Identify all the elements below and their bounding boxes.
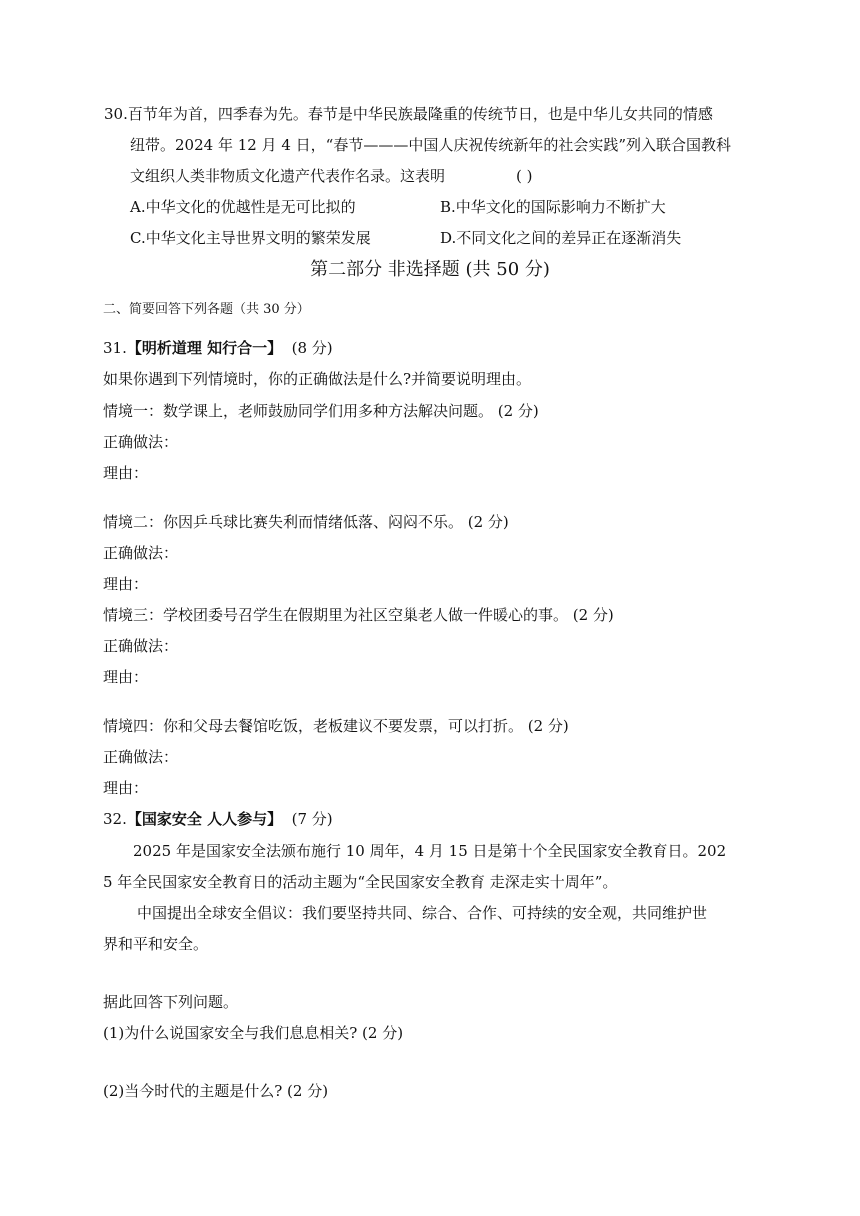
- q32-paragraph-2-line-1: 中国提出全球安全倡议：我们要坚持共同、综合、合作、可持续的安全观，共同维护世: [137, 904, 708, 922]
- q32-number: 32.: [103, 810, 127, 828]
- q31-title: 【明析道理 知行合一】: [126, 339, 283, 357]
- method-label-3: 正确做法：: [103, 637, 179, 655]
- q30-line-1: 30.百节年为首，四季春为先。春节是中华民族最隆重的传统节日，也是中华儿女共同的情感: [104, 105, 713, 123]
- part2-title: 第二部分 非选择题 (共 50 分): [310, 259, 550, 280]
- q30-line-3: 文组织人类非物质文化遗产代表作名录。这表明: [130, 167, 446, 185]
- q32-sub-question-1: (1)为什么说国家安全与我们息息相关? (2 分): [103, 1024, 404, 1042]
- reason-label-4: 理由：: [103, 779, 149, 797]
- q32-paragraph-2-line-2: 界和平和安全。: [103, 935, 209, 953]
- option-c: C.中华文化主导世界文明的繁荣发展: [130, 229, 371, 247]
- q31-number: 31.: [103, 339, 127, 357]
- section2-heading: 二、简要回答下列各题（共 30 分）: [103, 302, 310, 317]
- option-b: B.中华文化的国际影响力不断扩大: [440, 198, 666, 216]
- answer-bracket: ( ): [516, 167, 533, 185]
- q32-title: 【国家安全 人人参与】: [126, 810, 283, 828]
- option-a: A.中华文化的优越性是无可比拟的: [130, 198, 356, 216]
- q32-score: (7 分): [291, 810, 333, 828]
- method-label-4: 正确做法：: [103, 748, 179, 766]
- q30-line-2: 纽带。2024 年 12 月 4 日，“春节———中国人庆祝传统新年的社会实践”列入联合国教科: [130, 136, 731, 154]
- q31-score: (8 分): [291, 339, 333, 357]
- scenario-2: 情境二：你因乒乓球比赛失利而情绪低落、闷闷不乐。 (2 分): [103, 513, 509, 531]
- reason-label-1: 理由：: [103, 464, 149, 482]
- scenario-1: 情境一：数学课上，老师鼓励同学们用多种方法解决问题。 (2 分): [103, 402, 539, 420]
- method-label-2: 正确做法：: [103, 544, 179, 562]
- q32-paragraph-1-line-2: 5 年全民国家安全教育日的活动主题为“全民国家安全教育 走深走实十周年”。: [103, 873, 618, 891]
- method-label-1: 正确做法：: [103, 433, 179, 451]
- reason-label-2: 理由：: [103, 575, 149, 593]
- q32-sub-question-2: (2)当今时代的主题是什么? (2 分): [103, 1082, 329, 1100]
- scenario-4: 情境四：你和父母去餐馆吃饭，老板建议不要发票，可以打折。 (2 分): [103, 717, 569, 735]
- q32-paragraph-1-line-1: 2025 年是国家安全法颁布施行 10 周年，4 月 15 日是第十个全民国家安全教育日。202: [133, 842, 727, 860]
- reason-label-3: 理由：: [103, 668, 149, 686]
- q32-header: [103, 809, 333, 829]
- scenario-3: 情境三：学校团委号召学生在假期里为社区空巢老人做一件暖心的事。 (2 分): [103, 606, 614, 624]
- option-d: D.不同文化之间的差异正在逐渐消失: [440, 229, 682, 247]
- q31-header: [103, 338, 333, 358]
- q31-prompt: 如果你遇到下列情境时，你的正确做法是什么?并简要说明理由。: [103, 370, 532, 388]
- q32-answer-prompt: 据此回答下列问题。: [103, 993, 239, 1011]
